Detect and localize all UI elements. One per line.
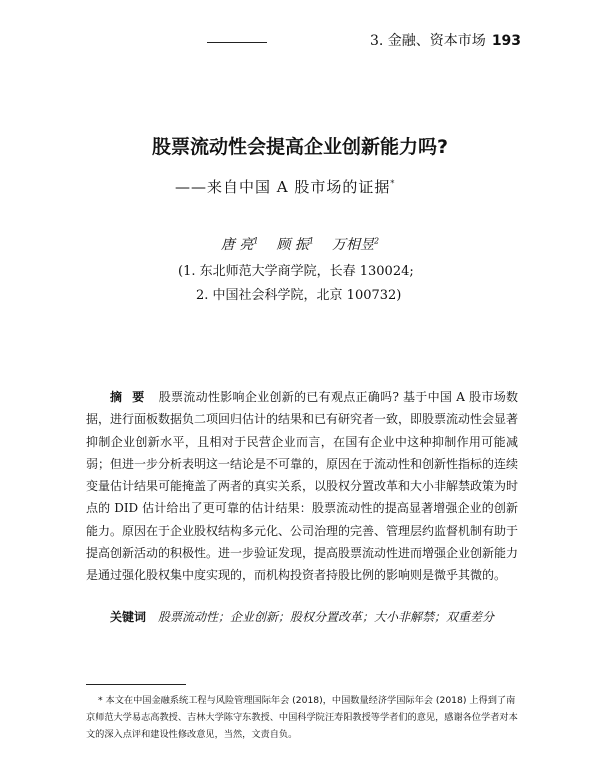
section-label: 3. 金融、资本市场 bbox=[370, 33, 486, 49]
running-header bbox=[370, 30, 521, 50]
footnote-rule bbox=[86, 684, 186, 685]
footnote: * 本文在中国金融系统工程与风险管理国际年会 (2018)，中国数量经济学国际年会 (2018) 上得到了南京师范大学易志高教授、吉林大学陈守东教授、中国科学院汪寿阳教授等学者们的意见，感谢各位学者对本文的深入点评和建设性修改意见，当然，文责自负。 bbox=[86, 695, 518, 740]
header-rule bbox=[207, 42, 267, 43]
author: 唐 亮$^1$ bbox=[220, 236, 259, 253]
abstract-label: 摘要 bbox=[110, 390, 155, 404]
subtitle-text: ——来自中国 A 股市场的证据 bbox=[175, 178, 391, 196]
article-title: 股票流动性会提高企业创新能力吗? bbox=[151, 136, 449, 158]
affiliation-2: 2. 中国社会科学院，北京 100732) bbox=[196, 288, 402, 303]
author: 顾 振$^1$ bbox=[276, 236, 314, 253]
article-subtitle bbox=[175, 176, 395, 197]
keywords-label: 关键词 bbox=[110, 610, 147, 624]
page-number: 193 bbox=[491, 33, 522, 49]
keywords bbox=[86, 606, 518, 628]
abstract-text: 股票流动性影响企业创新的已有观点正确吗? 基于中国 A 股市场数据，进行面板数据负二项回归估计的结果和已有研究者一致，即股票流动性会显著抑制企业创新水平，且相对于民营企业而言，在国有企业中这种抑制作用可能减弱；但进一步分析表明这一结论是不可靠的，原因在于流动性和创新性指标的连续变量估计结果可能掩盖了两者的真实关系，以股权分置改革和大小非解禁政策为时点的 DID 估计给出了更可靠的估计结果：股票流动性的提高显著增强企业的创新能力。原因在于企业股权结构多元化、公司治理的完善、管理层约监督机制有助于提高创新活动的积极性。进一步验证发现，提高股票流动性进而增强企业创新能力是通过强化股权集中度实现的，而机构投资者持股比例的影响则是微乎其微的。 bbox=[86, 390, 519, 583]
keywords-text: 股票流动性；企业创新；股权分置改革；大小非解禁；双重差分 bbox=[158, 610, 495, 624]
abstract bbox=[86, 386, 518, 587]
affiliation-1: (1. 东北师范大学商学院，长春 130024; bbox=[178, 264, 414, 279]
author: 万相昱$^2$ bbox=[332, 236, 380, 253]
subtitle-footnote-mark: * bbox=[390, 179, 396, 188]
author-list bbox=[0, 234, 600, 254]
